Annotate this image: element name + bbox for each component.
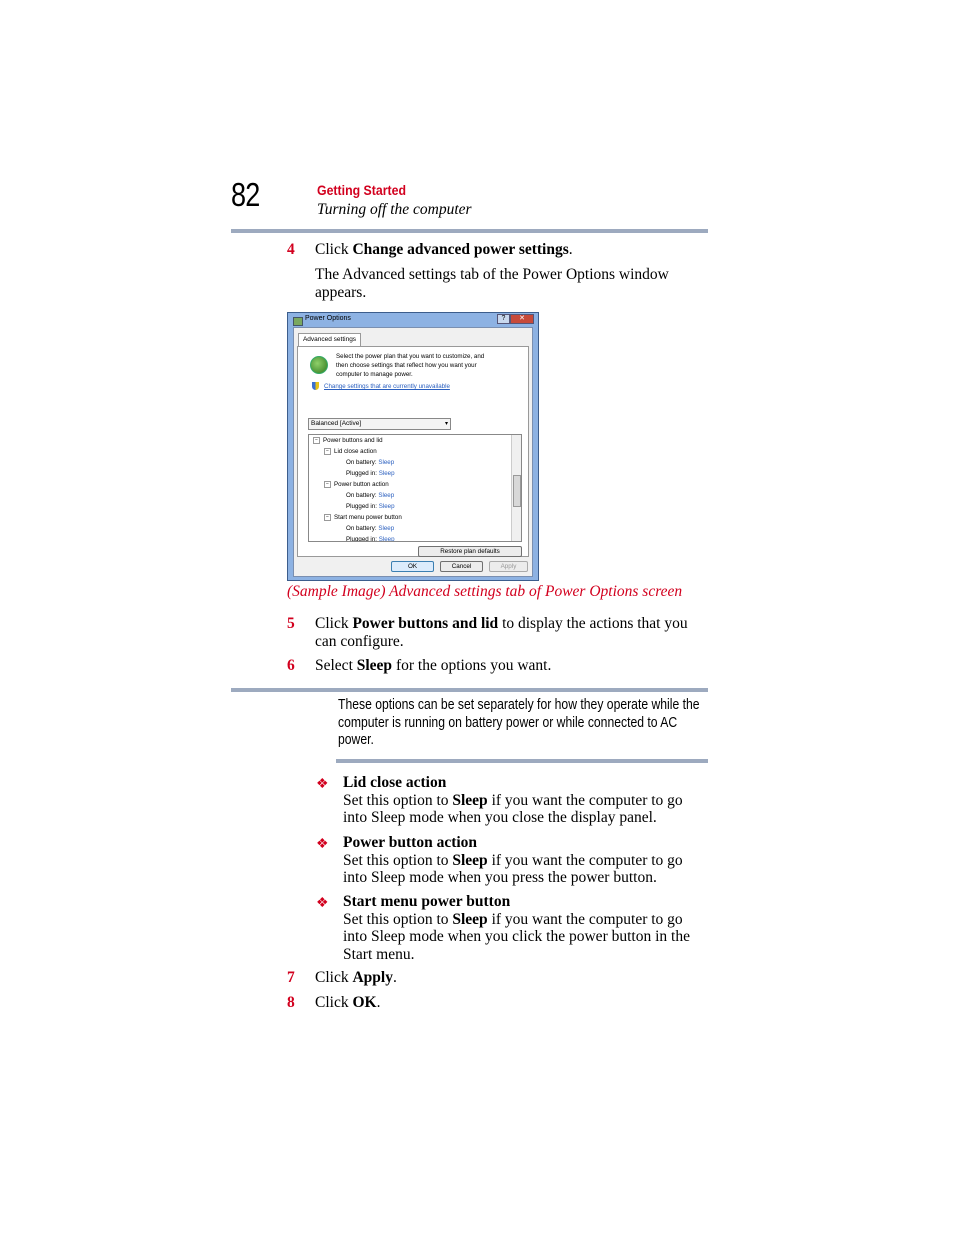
ok-button[interactable]: OK xyxy=(391,561,434,572)
restore-plan-defaults-button[interactable]: Restore plan defaults xyxy=(418,546,522,557)
step-6-text: Select Sleep for the options you want. xyxy=(315,657,552,674)
bullet-text: into Sleep mode when you press the power button. xyxy=(343,869,657,886)
tree-item[interactable]: Plugged in: Sleep xyxy=(346,536,395,542)
chevron-down-icon: ▾ xyxy=(444,421,448,427)
step-4-desc xyxy=(315,266,669,301)
bullet-title: Power button action xyxy=(343,834,478,851)
bullet-text: Start menu. xyxy=(343,945,415,963)
bullet-start-menu: Start menu power button Set this option to Sleep if you want the computer to go into Sleep mode when you click the power button in the Start menu. xyxy=(343,893,690,963)
tree-item[interactable]: On battery: Sleep xyxy=(346,492,395,499)
power-plan-value: Balanced [Active] xyxy=(311,420,362,427)
tree-item[interactable]: Plugged in: Sleep xyxy=(346,470,395,477)
step-7 xyxy=(287,969,295,987)
bullet-icon: ❖ xyxy=(316,837,329,852)
close-icon[interactable]: ✕ xyxy=(510,314,534,324)
apply-button[interactable]: Apply xyxy=(489,561,528,572)
tree-scrollbar[interactable] xyxy=(511,435,521,541)
step-5-text: Click Power buttons and lid to display the actions that you can configure. xyxy=(315,615,688,650)
step-text: can configure. xyxy=(315,632,404,650)
settings-tree[interactable] xyxy=(308,434,522,542)
note-text xyxy=(338,697,708,750)
note-rule-top xyxy=(231,688,708,692)
collapse-icon[interactable]: − xyxy=(313,437,320,444)
step-bold: Change advanced power settings xyxy=(352,241,569,258)
intro-line: computer to manage power. xyxy=(336,371,413,378)
bullet-title: Lid close action xyxy=(343,774,447,791)
step-7-text: Click Apply. xyxy=(315,969,397,986)
step-4-text xyxy=(315,241,573,259)
bullet-title: Start menu power button xyxy=(343,893,511,910)
window-title: Power Options xyxy=(305,315,351,322)
step-number: 7 xyxy=(287,969,295,986)
tree-item[interactable]: − Power button action xyxy=(324,481,389,488)
desc-line: appears. xyxy=(315,283,367,301)
power-plan-select[interactable] xyxy=(308,418,451,430)
note-line: These options can be set separately for how they operate while the xyxy=(338,697,700,713)
help-icon[interactable]: ? xyxy=(497,314,510,324)
note-rule-bottom xyxy=(336,759,708,763)
step-text: . xyxy=(568,241,573,258)
intro-line: Select the power plan that you want to customize, and xyxy=(336,353,485,360)
window-body xyxy=(293,327,533,577)
tree-item[interactable]: Plugged in: Sleep xyxy=(346,503,395,510)
step-6 xyxy=(287,657,295,675)
bullet-power-button: Power button action Set this option to Sleep if you want the computer to go into Sleep mode when you press the power button. xyxy=(343,834,683,886)
bullet-text: into Sleep mode when you close the display panel. xyxy=(343,809,657,826)
power-options-icon xyxy=(293,317,303,326)
step-8-text: Click OK. xyxy=(315,994,381,1011)
intro-line: then choose settings that reflect how you want your xyxy=(336,362,477,369)
bullet-icon: ❖ xyxy=(316,777,329,792)
tree-item[interactable]: − Lid close action xyxy=(324,448,377,455)
step-5 xyxy=(287,615,295,633)
step-number: 5 xyxy=(287,615,295,632)
cancel-button[interactable]: Cancel xyxy=(440,561,483,572)
header-rule xyxy=(231,229,708,233)
bullet-text: into Sleep mode when you click the power button in the xyxy=(343,928,690,945)
bullet-lid-close: Lid close action Set this option to Sleep if you want the computer to go into Sleep mode when you close the display panel. xyxy=(343,774,683,826)
tree-item[interactable]: On battery: Sleep xyxy=(346,459,395,466)
note-line: computer is running on battery power or while connected to AC xyxy=(338,714,678,731)
section-title: Getting Started xyxy=(317,182,406,198)
desc-line: The Advanced settings tab of the Power Options window xyxy=(315,266,669,283)
tree-item[interactable]: − Power buttons and lid xyxy=(313,437,383,444)
step-number: 8 xyxy=(287,994,295,1011)
shield-icon xyxy=(312,382,319,390)
subsection-title: Turning off the computer xyxy=(317,201,472,218)
power-plan-icon xyxy=(310,356,328,374)
settings-panel xyxy=(297,346,529,557)
collapse-icon[interactable]: − xyxy=(324,514,331,521)
change-settings-link[interactable]: Change settings that are currently unavailable xyxy=(324,383,450,390)
tab-advanced-settings[interactable]: Advanced settings xyxy=(298,333,361,347)
tree-item[interactable]: On battery: Sleep xyxy=(346,525,395,532)
tree-item[interactable]: − Start menu power button xyxy=(324,514,402,521)
collapse-icon[interactable]: − xyxy=(324,481,331,488)
step-4 xyxy=(287,241,295,259)
note-line: power. xyxy=(338,732,374,748)
figure-caption: (Sample Image) Advanced settings tab of Power Options screen xyxy=(287,583,683,600)
step-number: 4 xyxy=(287,241,295,258)
collapse-icon[interactable]: − xyxy=(324,448,331,455)
step-text: Click xyxy=(315,241,353,258)
scrollbar-thumb[interactable] xyxy=(513,475,521,507)
page-number: 82 xyxy=(231,176,260,213)
step-number: 6 xyxy=(287,657,295,674)
window-controls xyxy=(497,314,534,324)
intro-text xyxy=(336,352,484,379)
step-8 xyxy=(287,994,295,1012)
bullet-icon: ❖ xyxy=(316,896,329,911)
power-options-window xyxy=(287,312,539,581)
